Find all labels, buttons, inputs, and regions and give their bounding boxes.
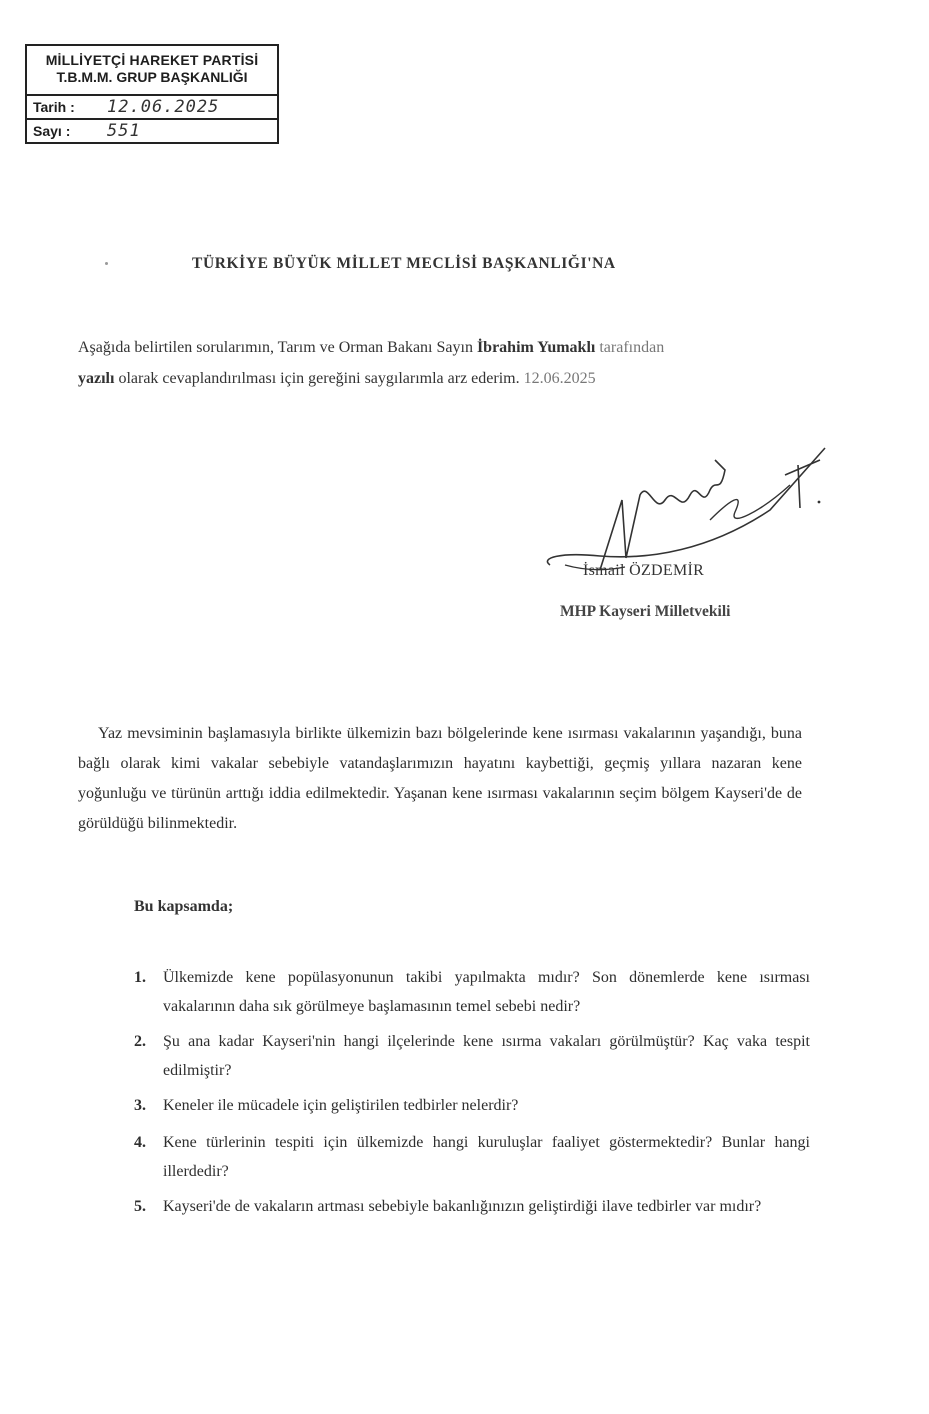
question-text: Keneler ile mücadele için geliştirilen tedbirler nelerdir? [163, 1097, 519, 1114]
stamp-header [27, 46, 277, 96]
minister-name: İbrahim Yumaklı [476, 339, 596, 356]
signer-title: MHP Kayseri Milletvekili [560, 603, 731, 620]
question-number: 2. [134, 1033, 146, 1050]
intro-text-2: tarafından [595, 339, 665, 356]
document-heading: TÜRKİYE BÜYÜK MİLLET MECLİSİ BAŞKANLIĞI'NA [192, 255, 616, 272]
stamp-date-row [27, 96, 277, 120]
intro-text-3: olarak cevaplandırılması için gereğini saygılarımla arz ederim. [114, 370, 524, 387]
body-paragraph [78, 719, 802, 839]
scope-heading: Bu kapsamda; [134, 898, 234, 915]
question-item [130, 1128, 810, 1186]
question-item [130, 1091, 810, 1120]
intro-text-1: Aşağıda belirtilen sorularımın, Tarım ve Orman Bakanı Sayın [78, 339, 477, 356]
intro-paragraph [78, 332, 808, 394]
written-word: yazılı [78, 370, 115, 387]
question-item [130, 1192, 810, 1221]
registry-stamp [25, 44, 279, 144]
stamp-number-row [27, 120, 277, 144]
stamp-office: T.B.M.M. GRUP BAŞKANLIĞI [56, 69, 248, 85]
stamp-date-value: 12.06.2025 [107, 97, 220, 117]
question-number: 5. [134, 1198, 146, 1215]
question-text: Kene türlerinin tespiti için ülkemizde hangi kuruluşlar faaliyet göstermektedir? Bunlar hangi illerdedir? [163, 1134, 810, 1180]
question-text: Ülkemizde kene popülasyonunun takibi yapılmakta mıdır? Son dönemlerde kene ısırması vakalarının daha sık görülmeye başlamasının temel sebebi nedir? [163, 969, 810, 1015]
intro-date: 12.06.2025 [523, 370, 596, 387]
question-number: 4. [134, 1134, 146, 1151]
body-paragraph-text: Yaz mevsiminin başlamasıyla birlikte ülkemizin bazı bölgelerinde kene ısırması vakalarının yaşandığı, buna bağlı olarak kimi vakalar sebebiyle vatandaşlarımızın hayatını kaybettiği, geçmiş yıllara nazaran kene yoğunluğu ve türünün arttığı iddia edilmektedir. Yaşanan kene ısırması vakalarının seçim bölgem Kayseri'de de görüldüğü bilinmektedir. [78, 725, 802, 832]
stamp-date-label: Tarih : [33, 99, 75, 115]
question-text: Kayseri'de de vakaların artması sebebiyle bakanlığınızın geliştirdiği ilave tedbirler var mıdır? [163, 1198, 762, 1215]
scan-speck [105, 262, 108, 265]
question-list [130, 963, 810, 1221]
question-item [130, 1027, 810, 1085]
stamp-number-value: 551 [107, 121, 141, 141]
question-number: 3. [134, 1097, 146, 1114]
question-text: Şu ana kadar Kayseri'nin hangi ilçelerinde kene ısırma vakaları görülmüştür? Kaç vaka tespit edilmiştir? [163, 1033, 810, 1079]
stamp-party: MİLLİYETÇİ HAREKET PARTİSİ [45, 52, 259, 68]
question-number: 1. [134, 969, 146, 986]
signer-name: İsmail ÖZDEMİR [583, 562, 705, 579]
question-item [130, 963, 810, 1021]
stamp-number-label: Sayı : [33, 123, 71, 139]
